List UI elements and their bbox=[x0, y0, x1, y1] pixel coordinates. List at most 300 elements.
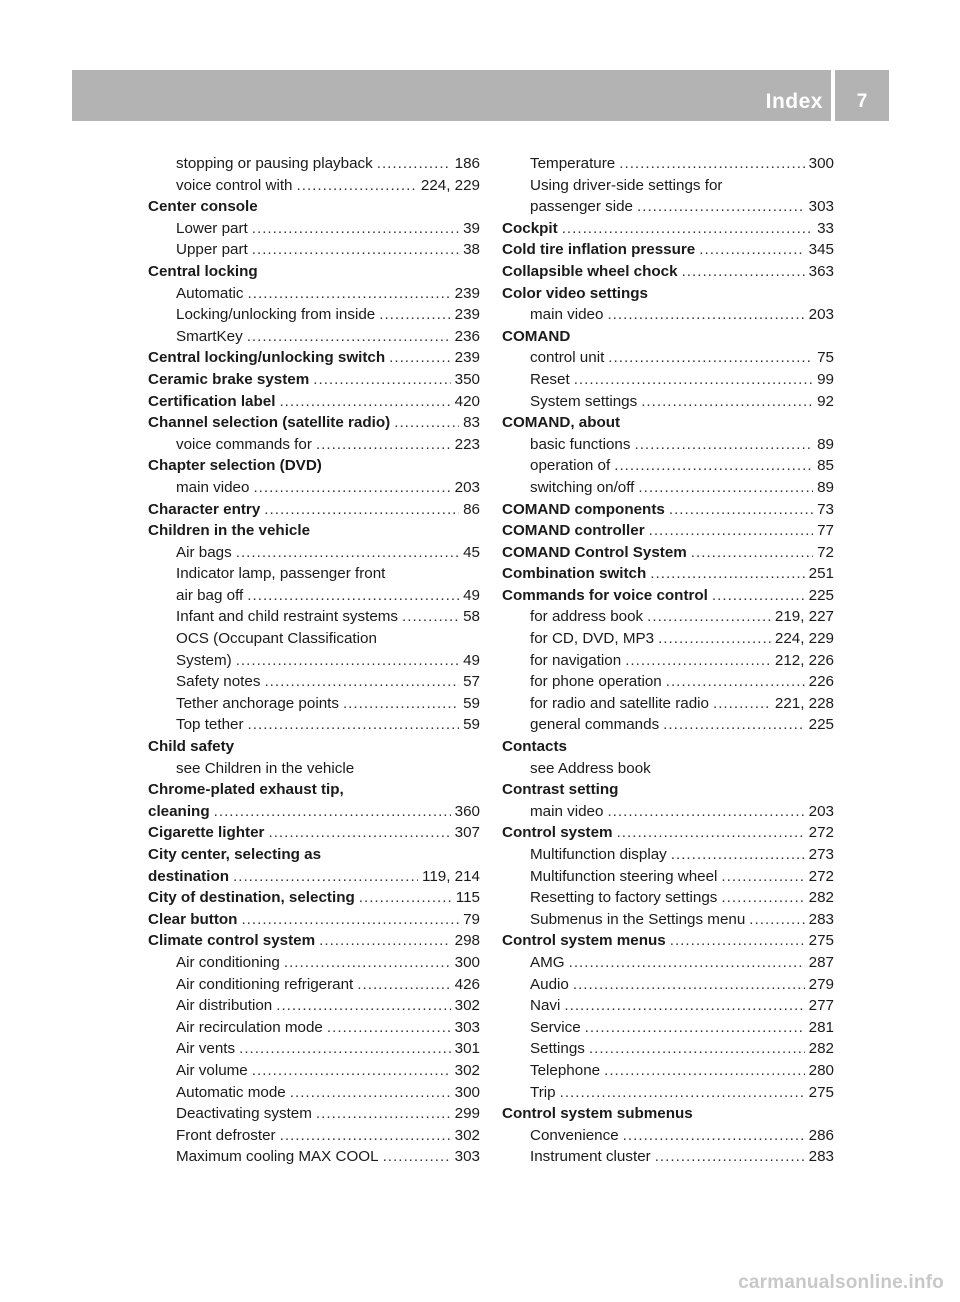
entry-text: for phone operation bbox=[530, 673, 662, 691]
entry-page-number: 281 bbox=[808, 1018, 834, 1036]
index-subentry bbox=[148, 758, 480, 780]
entry-page-number: 49 bbox=[463, 586, 480, 604]
dot-leader bbox=[248, 283, 451, 305]
index-subentry bbox=[148, 1017, 480, 1039]
entry-text: Clear button bbox=[148, 910, 238, 928]
entry-page-number: 99 bbox=[817, 370, 834, 388]
dot-leader bbox=[383, 1146, 451, 1168]
dot-leader bbox=[290, 1082, 451, 1104]
index-subentry bbox=[502, 196, 834, 218]
index-entry bbox=[148, 801, 480, 823]
index-subentry bbox=[148, 326, 480, 348]
index-entry bbox=[148, 347, 480, 369]
index-entry bbox=[148, 822, 480, 844]
index-subentry bbox=[502, 1060, 834, 1082]
entry-page-number: 186 bbox=[454, 155, 480, 172]
index-entry bbox=[502, 736, 834, 758]
entry-page-number: 75 bbox=[817, 349, 834, 367]
entry-page-number: 282 bbox=[808, 1040, 834, 1058]
entry-text: Automatic mode bbox=[176, 1083, 286, 1101]
entry-page-number: 307 bbox=[454, 824, 480, 842]
entry-text: Upper part bbox=[176, 241, 248, 259]
entry-text: switching on/off bbox=[530, 478, 635, 496]
dot-leader bbox=[585, 1017, 805, 1039]
entry-text: voice commands for bbox=[176, 435, 312, 453]
entry-text: passenger side bbox=[530, 198, 634, 216]
entry-text: Submenus in the Settings menu bbox=[530, 910, 746, 928]
dot-leader bbox=[749, 909, 804, 931]
entry-page-number: 85 bbox=[817, 457, 834, 475]
dot-leader bbox=[691, 542, 813, 564]
entry-text: Center console bbox=[148, 198, 258, 216]
index-subentry bbox=[502, 974, 834, 996]
entry-text: basic functions bbox=[530, 435, 631, 453]
entry-text: for CD, DVD, MP3 bbox=[530, 630, 655, 648]
entry-text: main video bbox=[530, 306, 604, 324]
index-subentry bbox=[502, 1125, 834, 1147]
entry-page-number: 92 bbox=[817, 392, 834, 410]
entry-text: Control system menus bbox=[502, 932, 666, 950]
index-entry bbox=[502, 779, 834, 801]
entry-text: SmartKey bbox=[176, 327, 243, 345]
index-entry bbox=[148, 844, 480, 866]
entry-text: Trip bbox=[530, 1083, 556, 1101]
index-subentry bbox=[148, 153, 480, 175]
entry-text: Air recirculation mode bbox=[176, 1018, 323, 1036]
dot-leader bbox=[241, 909, 459, 931]
page-header bbox=[72, 70, 889, 121]
index-entry bbox=[148, 866, 480, 888]
entry-page-number: 226 bbox=[808, 673, 834, 691]
entry-page-number: 59 bbox=[463, 716, 480, 734]
entry-page-number: 119, 214 bbox=[422, 867, 480, 885]
entry-page-number: 239 bbox=[454, 349, 480, 367]
dot-leader bbox=[327, 1017, 451, 1039]
dot-leader bbox=[389, 347, 451, 369]
dot-leader bbox=[236, 650, 459, 672]
dot-leader bbox=[284, 952, 451, 974]
dot-leader bbox=[623, 1125, 805, 1147]
dot-leader bbox=[650, 563, 804, 585]
entry-text: Ceramic brake system bbox=[148, 370, 310, 388]
index-subentry bbox=[502, 714, 834, 736]
index-entry bbox=[148, 369, 480, 391]
entry-page-number: 272 bbox=[808, 824, 834, 842]
index-subentry bbox=[502, 650, 834, 672]
index-subentry bbox=[502, 952, 834, 974]
entry-page-number: 272 bbox=[808, 867, 834, 885]
entry-text: stopping or pausing playback bbox=[176, 155, 373, 172]
dot-leader bbox=[713, 693, 771, 715]
entry-text: cleaning bbox=[148, 802, 210, 820]
dot-leader bbox=[574, 369, 813, 391]
index-entry bbox=[502, 542, 834, 564]
entry-text: general commands bbox=[530, 716, 660, 734]
dot-leader bbox=[638, 477, 813, 499]
entry-text: Audio bbox=[530, 975, 569, 993]
index-subentry bbox=[148, 585, 480, 607]
index-entry bbox=[148, 887, 480, 909]
entry-text: Infant and child restraint systems bbox=[176, 608, 399, 626]
entry-page-number: 282 bbox=[808, 889, 834, 907]
index-entry bbox=[502, 239, 834, 261]
entry-text: Certification label bbox=[148, 392, 276, 410]
entry-page-number: 300 bbox=[454, 1083, 480, 1101]
dot-leader bbox=[669, 499, 813, 521]
entry-page-number: 251 bbox=[808, 565, 834, 583]
dot-leader bbox=[647, 606, 771, 628]
entry-text: Using driver-side settings for bbox=[530, 176, 723, 194]
entry-page-number: 59 bbox=[463, 694, 480, 712]
entry-page-number: 86 bbox=[463, 500, 480, 518]
entry-page-number: 223 bbox=[454, 435, 480, 453]
index-subentry bbox=[502, 347, 834, 369]
dot-leader bbox=[264, 499, 459, 521]
dot-leader bbox=[248, 714, 460, 736]
index-subentry bbox=[148, 995, 480, 1017]
entry-text: Character entry bbox=[148, 500, 261, 518]
entry-text: Temperature bbox=[530, 155, 616, 172]
index-subentry bbox=[148, 477, 480, 499]
index-subentry bbox=[148, 650, 480, 672]
entry-page-number: 219, 227 bbox=[774, 608, 834, 626]
entry-page-number: 279 bbox=[808, 975, 834, 993]
entry-page-number: 79 bbox=[463, 910, 480, 928]
entry-text: Multifunction steering wheel bbox=[530, 867, 718, 885]
index-entry bbox=[148, 499, 480, 521]
dot-leader bbox=[394, 412, 459, 434]
entry-text: Automatic bbox=[176, 284, 244, 302]
entry-text: Air vents bbox=[176, 1040, 236, 1058]
dot-leader bbox=[671, 844, 805, 866]
index-entry bbox=[502, 412, 834, 434]
index-entry bbox=[148, 779, 480, 801]
entry-text: OCS (Occupant Classification bbox=[176, 630, 377, 648]
dot-leader bbox=[564, 995, 804, 1017]
dot-leader bbox=[379, 304, 450, 326]
index-subentry bbox=[148, 974, 480, 996]
entry-page-number: 426 bbox=[454, 975, 480, 993]
index-subentry bbox=[148, 1103, 480, 1125]
index-subentry bbox=[148, 239, 480, 261]
index-entry bbox=[148, 391, 480, 413]
index-subentry bbox=[148, 218, 480, 240]
index-subentry bbox=[502, 1146, 834, 1168]
index-subentry bbox=[502, 995, 834, 1017]
entry-text: Front defroster bbox=[176, 1126, 276, 1144]
dot-leader bbox=[247, 326, 451, 348]
index-subentry bbox=[148, 1082, 480, 1104]
index-subentry bbox=[502, 693, 834, 715]
entry-text: Cigarette lighter bbox=[148, 824, 265, 842]
entry-text: Central locking bbox=[148, 262, 258, 280]
dot-leader bbox=[658, 628, 771, 650]
index-subentry bbox=[148, 628, 480, 650]
index-subentry bbox=[502, 909, 834, 931]
entry-page-number: 299 bbox=[454, 1105, 480, 1123]
index-entry bbox=[148, 520, 480, 542]
dot-leader bbox=[377, 153, 451, 175]
entry-text: Commands for voice control bbox=[502, 586, 708, 604]
entry-text: see Address book bbox=[530, 759, 651, 777]
index-entry bbox=[148, 930, 480, 952]
dot-leader bbox=[617, 822, 805, 844]
dot-leader bbox=[316, 434, 451, 456]
entry-text: see Children in the vehicle bbox=[176, 759, 355, 777]
entry-page-number: 89 bbox=[817, 435, 834, 453]
entry-page-number: 72 bbox=[817, 543, 834, 561]
entry-text: Climate control system bbox=[148, 932, 316, 950]
entry-page-number: 275 bbox=[808, 932, 834, 950]
dot-leader bbox=[670, 930, 805, 952]
entry-text: Deactivating system bbox=[176, 1105, 312, 1123]
index-subentry bbox=[502, 1082, 834, 1104]
entry-page-number: 277 bbox=[808, 997, 834, 1015]
entry-text: Locking/unlocking from inside bbox=[176, 306, 376, 324]
entry-text: for address book bbox=[530, 608, 644, 626]
dot-leader bbox=[699, 239, 804, 261]
dot-leader bbox=[357, 974, 450, 996]
dot-leader bbox=[721, 887, 804, 909]
entry-text: COMAND bbox=[502, 327, 571, 345]
dot-leader bbox=[560, 1082, 805, 1104]
index-entry bbox=[502, 930, 834, 952]
index-entry bbox=[502, 585, 834, 607]
index-subentry bbox=[502, 866, 834, 888]
index-subentry bbox=[148, 563, 480, 585]
entry-page-number: 39 bbox=[463, 219, 480, 237]
entry-text: Navi bbox=[530, 997, 561, 1015]
entry-page-number: 224, 229 bbox=[420, 176, 480, 194]
dot-leader bbox=[252, 1060, 451, 1082]
entry-page-number: 33 bbox=[817, 219, 834, 237]
dot-leader bbox=[264, 671, 459, 693]
entry-page-number: 38 bbox=[463, 241, 480, 259]
entry-page-number: 275 bbox=[808, 1083, 834, 1101]
entry-text: Collapsible wheel chock bbox=[502, 262, 678, 280]
dot-leader bbox=[712, 585, 805, 607]
dot-leader bbox=[666, 671, 805, 693]
index-entry bbox=[148, 412, 480, 434]
entry-text: Combination switch bbox=[502, 565, 647, 583]
dot-leader bbox=[297, 175, 417, 197]
index-entry bbox=[502, 218, 834, 240]
dot-leader bbox=[280, 1125, 451, 1147]
index-subentry bbox=[502, 628, 834, 650]
entry-page-number: 286 bbox=[808, 1126, 834, 1144]
dot-leader bbox=[343, 693, 459, 715]
entry-page-number: 350 bbox=[454, 370, 480, 388]
index-subentry bbox=[148, 671, 480, 693]
entry-page-number: 45 bbox=[463, 543, 480, 561]
entry-page-number: 303 bbox=[808, 198, 834, 216]
entry-text: main video bbox=[530, 802, 604, 820]
index-subentry bbox=[148, 1038, 480, 1060]
entry-page-number: 300 bbox=[808, 155, 834, 172]
index-subentry bbox=[148, 434, 480, 456]
index-subentry bbox=[148, 714, 480, 736]
index-subentry bbox=[502, 1017, 834, 1039]
entry-text: Children in the vehicle bbox=[148, 522, 311, 540]
entry-text: Settings bbox=[530, 1040, 585, 1058]
index-column-left bbox=[148, 153, 480, 1168]
entry-text: Color video settings bbox=[502, 284, 648, 302]
index-subentry bbox=[502, 671, 834, 693]
entry-text: Central locking/unlocking switch bbox=[148, 349, 386, 367]
entry-text: COMAND, about bbox=[502, 414, 621, 432]
entry-text: Convenience bbox=[530, 1126, 619, 1144]
index-subentry bbox=[502, 304, 834, 326]
entry-text: voice control with bbox=[176, 176, 293, 194]
index-column-right bbox=[502, 153, 834, 1168]
entry-page-number: 283 bbox=[808, 1148, 834, 1166]
entry-text: Control system bbox=[502, 824, 613, 842]
entry-page-number: 287 bbox=[808, 953, 834, 971]
dot-leader bbox=[607, 801, 804, 823]
entry-text: Air distribution bbox=[176, 997, 273, 1015]
entry-text: Tether anchorage points bbox=[176, 694, 339, 712]
dot-leader bbox=[682, 261, 805, 283]
index-subentry bbox=[502, 758, 834, 780]
entry-text: Air conditioning bbox=[176, 953, 280, 971]
entry-page-number: 298 bbox=[454, 932, 480, 950]
entry-text: Contrast setting bbox=[502, 781, 619, 799]
index-entry bbox=[502, 261, 834, 283]
dot-leader bbox=[236, 542, 459, 564]
entry-page-number: 303 bbox=[454, 1018, 480, 1036]
entry-page-number: 115 bbox=[455, 889, 480, 907]
index-entry bbox=[502, 499, 834, 521]
entry-page-number: 225 bbox=[808, 716, 834, 734]
entry-page-number: 303 bbox=[454, 1148, 480, 1166]
dot-leader bbox=[573, 974, 805, 996]
entry-page-number: 302 bbox=[454, 1061, 480, 1079]
dot-leader bbox=[247, 585, 459, 607]
entry-text: Air bags bbox=[176, 543, 232, 561]
index-entry bbox=[148, 455, 480, 477]
dot-leader bbox=[268, 822, 450, 844]
entry-text: Multifunction display bbox=[530, 846, 667, 863]
dot-leader bbox=[562, 218, 813, 240]
entry-page-number: 58 bbox=[463, 608, 480, 626]
page-number: 7 bbox=[856, 91, 868, 112]
index-entry bbox=[148, 196, 480, 218]
entry-text: control unit bbox=[530, 349, 605, 367]
entry-page-number: 239 bbox=[454, 284, 480, 302]
index-subentry bbox=[148, 693, 480, 715]
entry-text: Resetting to factory settings bbox=[530, 889, 718, 907]
index-subentry bbox=[148, 175, 480, 197]
dot-leader bbox=[279, 391, 450, 413]
entry-text: Control system submenus bbox=[502, 1105, 693, 1123]
entry-text: Chapter selection (DVD) bbox=[148, 457, 322, 475]
entry-page-number: 73 bbox=[817, 500, 834, 518]
entry-page-number: 203 bbox=[808, 802, 834, 820]
entry-text: City of destination, selecting bbox=[148, 889, 355, 907]
entry-page-number: 57 bbox=[463, 673, 480, 691]
dot-leader bbox=[313, 369, 450, 391]
watermark: carmanualsonline.info bbox=[738, 1272, 944, 1293]
entry-page-number: 89 bbox=[817, 478, 834, 496]
index-subentry bbox=[502, 887, 834, 909]
index-subentry bbox=[502, 844, 834, 866]
entry-text: Channel selection (satellite radio) bbox=[148, 414, 391, 432]
index-subentry bbox=[502, 175, 834, 197]
entry-text: Cockpit bbox=[502, 219, 558, 237]
index-subentry bbox=[148, 952, 480, 974]
entry-text: COMAND Control System bbox=[502, 543, 687, 561]
index-subentry bbox=[502, 606, 834, 628]
index-subentry bbox=[148, 542, 480, 564]
dot-leader bbox=[655, 1146, 805, 1168]
entry-text: Indicator lamp, passenger front bbox=[176, 565, 386, 583]
entry-page-number: 224, 229 bbox=[774, 630, 834, 648]
entry-page-number: 420 bbox=[454, 392, 480, 410]
entry-text: City center, selecting as bbox=[148, 846, 322, 863]
dot-leader bbox=[359, 887, 452, 909]
entry-text: Telephone bbox=[530, 1061, 601, 1079]
index-subentry bbox=[148, 606, 480, 628]
index-entry bbox=[502, 326, 834, 348]
entry-text: Lower part bbox=[176, 219, 248, 237]
index-subentry bbox=[148, 1146, 480, 1168]
dot-leader bbox=[614, 455, 813, 477]
entry-page-number: 236 bbox=[454, 327, 480, 345]
entry-page-number: 345 bbox=[808, 241, 834, 259]
entry-page-number: 221, 228 bbox=[774, 694, 834, 712]
index-entry bbox=[148, 261, 480, 283]
index-entry bbox=[502, 1103, 834, 1125]
dot-leader bbox=[319, 930, 451, 952]
entry-page-number: 363 bbox=[808, 262, 834, 280]
entry-page-number: 239 bbox=[454, 306, 480, 324]
entry-text: Top tether bbox=[176, 716, 244, 734]
dot-leader bbox=[634, 434, 813, 456]
dot-leader bbox=[214, 801, 451, 823]
entry-page-number: 212, 226 bbox=[774, 651, 834, 669]
index-subentry bbox=[502, 391, 834, 413]
entry-text: Cold tire inflation pressure bbox=[502, 241, 696, 259]
page-title: Index bbox=[765, 90, 823, 113]
index-subentry bbox=[502, 455, 834, 477]
index-entry bbox=[502, 563, 834, 585]
entry-page-number: 77 bbox=[817, 522, 834, 540]
entry-text: Chrome-plated exhaust tip, bbox=[148, 781, 344, 799]
entry-text: Contacts bbox=[502, 738, 567, 756]
dot-leader bbox=[607, 304, 804, 326]
entry-page-number: 280 bbox=[808, 1061, 834, 1079]
dot-leader bbox=[604, 1060, 805, 1082]
index-subentry bbox=[148, 1060, 480, 1082]
entry-page-number: 49 bbox=[463, 651, 480, 669]
entry-text: AMG bbox=[530, 953, 565, 971]
entry-text: COMAND components bbox=[502, 500, 665, 518]
index-subentry bbox=[502, 434, 834, 456]
index-subentry bbox=[502, 369, 834, 391]
entry-text: main video bbox=[176, 478, 250, 496]
entry-page-number: 83 bbox=[463, 414, 480, 432]
dot-leader bbox=[276, 995, 450, 1017]
entry-text: Reset bbox=[530, 370, 570, 388]
entry-text: destination bbox=[148, 867, 230, 885]
entry-text: operation of bbox=[530, 457, 611, 475]
dot-leader bbox=[649, 520, 813, 542]
dot-leader bbox=[637, 196, 805, 218]
entry-page-number: 203 bbox=[808, 306, 834, 324]
index-subentry bbox=[502, 1038, 834, 1060]
entry-text: System) bbox=[176, 651, 232, 669]
index-subentry bbox=[148, 283, 480, 305]
